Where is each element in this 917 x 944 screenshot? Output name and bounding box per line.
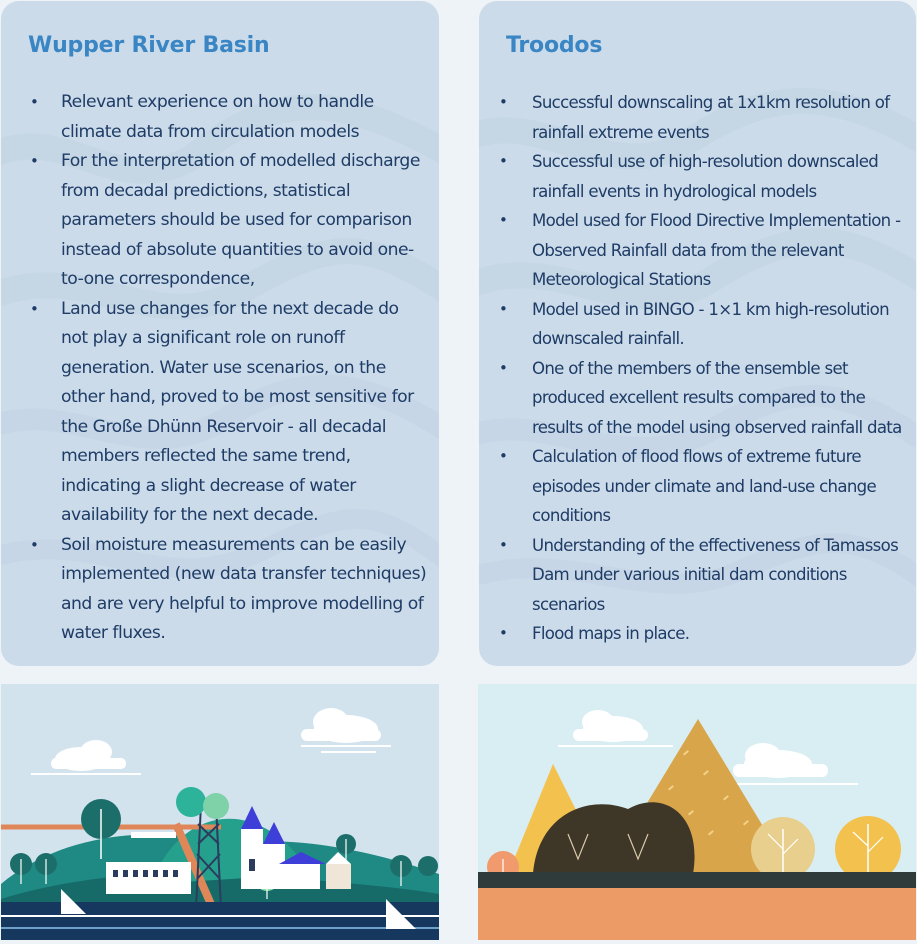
- list-item-text: Soil moisture measurements can be easily implemented (new data transfer techniques) and are very helpful to improve modelling of water fluxes.: [61, 534, 427, 643]
- list-item: [479, 88, 916, 147]
- list-item-text: Model used for Flood Directive Implementation - Observed Rainfall data from the relevant Meteorological Stations: [532, 211, 901, 289]
- list-item: [479, 531, 916, 620]
- bullet-icon: •: [499, 299, 508, 318]
- list-item: [1, 531, 439, 649]
- bullet-icon: •: [30, 535, 39, 554]
- list-item: [479, 295, 916, 354]
- bullet-list: [1, 88, 439, 649]
- list-item-text: Calculation of flood flows of extreme future episodes under climate and land-use change conditions: [532, 447, 876, 525]
- troodos-panel: [479, 1, 916, 666]
- list-item-text: Successful use of high-resolution downscaled rainfall events in hydrological models: [532, 152, 879, 201]
- list-item: [1, 147, 439, 295]
- wupper-panel: [1, 1, 439, 666]
- bullet-icon: •: [499, 152, 508, 170]
- panel-title: Wupper River Basin: [28, 33, 270, 58]
- list-item: [1, 88, 439, 147]
- list-item-text: Understanding of the effectiveness of Tamassos Dam under various initial dam conditions scenarios: [532, 535, 899, 614]
- list-item-text: For the interpretation of modelled discharge from decadal predictions, statistical parameters should be used for comparison instead of absolute quantities to avoid one-to-one correspondence,: [61, 151, 420, 289]
- tree-icon: [418, 856, 438, 876]
- wupper-landscape-illustration: [1, 684, 439, 940]
- list-item: [479, 206, 916, 295]
- bullet-icon: •: [499, 447, 508, 465]
- bullet-icon: •: [499, 535, 508, 554]
- bullet-icon: •: [30, 152, 39, 170]
- panel-title: Troodos: [506, 33, 603, 58]
- bullet-icon: •: [499, 211, 508, 229]
- bullet-icon: •: [499, 358, 508, 377]
- bullet-icon: •: [30, 93, 39, 111]
- troodos-landscape-illustration: [478, 684, 916, 940]
- list-item-text: Successful downscaling at 1x1km resolution of rainfall extreme events: [532, 93, 890, 142]
- list-item: [479, 354, 916, 443]
- bullet-list: [479, 88, 916, 649]
- list-item: [479, 619, 916, 649]
- list-item-text: Relevant experience on how to handle climate data from circulation models: [61, 92, 374, 142]
- list-item-text: One of the members of the ensemble set produced excellent results compared to the results of the model using observed rainfall data: [532, 358, 902, 437]
- list-item-text: Land use changes for the next decade do not play a significant role on runoff generation. Water use scenarios, on the other hand, proved to be most sensitive for the Große Dhünn Reservoir - all decadal members reflected the same trend, indicating a slight decrease of water availability for the next decade.: [61, 298, 414, 525]
- list-item: [479, 147, 916, 206]
- list-item-text: Model used in BINGO - 1×1 km high-resolution downscaled rainfall.: [532, 299, 889, 348]
- list-item: [479, 442, 916, 531]
- bullet-icon: •: [499, 93, 508, 111]
- list-item-text: Flood maps in place.: [532, 624, 690, 643]
- bullet-icon: •: [30, 299, 39, 318]
- list-item: [1, 295, 439, 531]
- bullet-icon: •: [499, 624, 508, 642]
